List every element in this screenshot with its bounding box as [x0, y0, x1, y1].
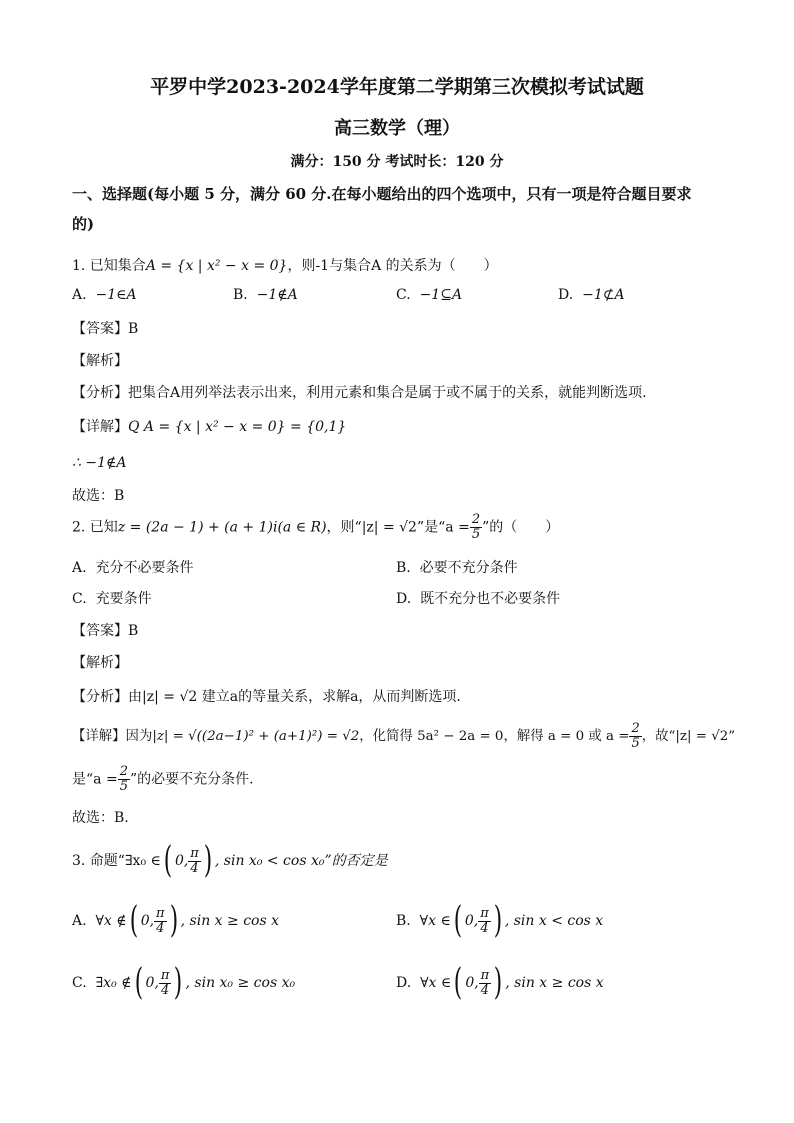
q1-stem-suffix: ，则-1与集合A 的关系为（ ）	[287, 258, 498, 274]
q1-option-d: D. −1⊄A	[558, 287, 625, 303]
q1-choice: 故选：B	[72, 488, 125, 504]
q1-stem-prefix: 1. 已知集合	[72, 258, 146, 274]
exam-title: 平罗中学2023-2024学年度第二学期第三次模拟考试试题	[150, 76, 644, 98]
q1-answer: 【答案】B	[72, 321, 139, 337]
q1-stem-math: A = {x | x² − x = 0}	[145, 258, 288, 274]
q1-therefore: ∴ −1∉A	[72, 455, 127, 471]
score-info: 满分：150 分 考试时长：120 分	[290, 154, 504, 170]
exam-subtitle: 高三数学（理）	[334, 118, 460, 139]
q2-jiexi: 【解析】	[72, 655, 128, 671]
q2-analysis: 【分析】由|z| = √2 建立a的等量关系，求解a，从而判断选项.	[72, 689, 461, 705]
q3-option-a: A. ∀x ∉( 0, $\frac{\pi}{4}$ ) , sin x ≥ cos x	[72, 900, 279, 941]
q2-option-a: A. 充分不必要条件	[72, 560, 194, 576]
q3-right-paren: )	[203, 840, 213, 881]
q2-option-b: B. 必要不充分条件	[396, 560, 518, 576]
q3-pi-fraction: $\frac{\pi}{4}$	[190, 845, 199, 876]
q2-detail-fraction: $\frac{2}{5}$	[631, 721, 640, 751]
q3-option-b: B. ∀x ∈( 0, $\frac{\pi}{4}$ ) , sin x < cos x	[396, 900, 604, 941]
q2-option-d: D. 既不充分也不必要条件	[396, 591, 561, 607]
q2-option-c: C. 充要条件	[72, 591, 152, 607]
q3-option-c: C. ∃x₀ ∉( 0, $\frac{\pi}{4}$ ) , sin x₀ ≥ cos x₀	[72, 962, 296, 1003]
q1-detail: 【详解】Q A = {x | x² − x = 0} = {0,1}	[72, 419, 347, 435]
q1-option-a: A. −1∈A	[72, 287, 137, 303]
q3-stem: 3. 命题“∃x₀ ∈( 0, $\frac{\pi}{4}$ ) , sin x₀ < cos x₀”的否定是	[72, 840, 388, 881]
q3-option-d: D. ∀x ∈( 0, $\frac{\pi}{4}$ ) , sin x ≥ cos x	[396, 962, 604, 1003]
q1-analysis: 【分析】把集合A用列举法表示出来，利用元素和集合是属于或不属于的关系，就能判断选项.	[72, 385, 647, 401]
q2-detail: 【详解】因为|z| = √((2a−1)² + (a+1)²) = √2，化简得 5a² − 2a = 0，解得 a = 0 或 a = $\frac{2}{5}$ ，故“|z| = √2”	[72, 721, 736, 751]
section-heading-line2: 的)	[72, 215, 95, 233]
q1-option-b: B. −1∉A	[233, 287, 298, 303]
q1-jiexi: 【解析】	[72, 353, 128, 369]
q2-detail-line2: 是“a = $\frac{2}{5}$ ”的必要不充分条件.	[72, 764, 254, 794]
section-heading-line1: 一、选择题(每小题 5 分，满分 60 分.在每小题给出的四个选项中，只有一项是符合题目要求	[72, 185, 692, 203]
q3-left-paren: (	[163, 840, 173, 881]
q2-fraction: $\frac{2}{5}$	[471, 512, 481, 542]
q2-answer: 【答案】B	[72, 623, 139, 639]
q2-stem: 2. 已知z = (2a − 1) + (a + 1)i(a ∈ R)，则“|z| = √2”是“a = $\frac{2}{5}$ ”的（ ）	[72, 512, 560, 542]
q2-choice: 故选：B.	[72, 810, 129, 826]
q1-option-c: C. −1⊆A	[396, 287, 463, 303]
q2-detail-fraction2: $\frac{2}{5}$	[119, 764, 128, 794]
q1-stem	[72, 255, 498, 275]
